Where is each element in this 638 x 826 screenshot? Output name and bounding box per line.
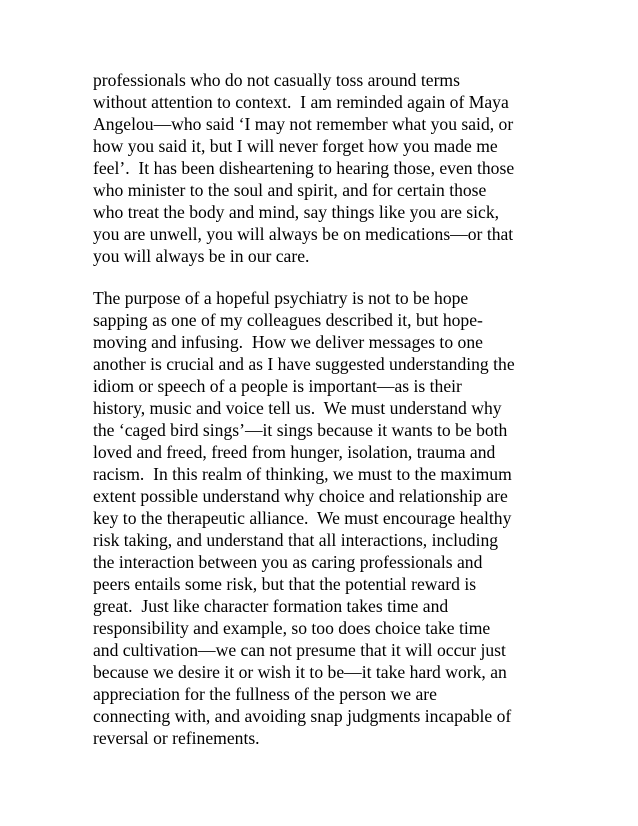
paragraph-2 [93, 287, 573, 749]
text-line: and cultivation—we can not presume that it will occur just [93, 640, 506, 660]
text-line: The purpose of a hopeful psychiatry is not to be hope [93, 288, 469, 308]
text-line: how you said it, but I will never forget how you made me [93, 136, 498, 156]
paragraph-1 [93, 69, 573, 267]
body-text [93, 69, 573, 749]
text-line: another is crucial and as I have suggested understanding the [93, 354, 515, 374]
text-line: responsibility and example, so too does choice take time [93, 618, 491, 638]
text-line: key to the therapeutic alliance. We must encourage healthy [93, 508, 512, 528]
text-line: the ‘caged bird sings’—it sings because it wants to be both [93, 420, 508, 440]
text-line: idiom or speech of a people is important—as is their [93, 376, 462, 396]
text-line: history, music and voice tell us. We must understand why [93, 398, 502, 418]
text-line: risk taking, and understand that all interactions, including [93, 530, 499, 550]
text-line: racism. In this realm of thinking, we must to the maximum [93, 464, 512, 484]
text-line: sapping as one of my colleagues described it, but hope- [93, 310, 483, 330]
text-line: reversal or refinements. [93, 728, 260, 748]
text-line: loved and freed, freed from hunger, isolation, trauma and [93, 442, 496, 462]
text-line: peers entails some risk, but that the potential reward is [93, 574, 477, 594]
text-line: because we desire it or wish it to be—it take hard work, an [93, 662, 507, 682]
text-line: moving and infusing. How we deliver messages to one [93, 332, 483, 352]
text-line: Angelou—who said ‘I may not remember what you said, or [93, 114, 514, 134]
text-line: great. Just like character formation takes time and [93, 596, 449, 616]
text-line: connecting with, and avoiding snap judgments incapable of [93, 706, 512, 726]
text-line: the interaction between you as caring professionals and [93, 552, 483, 572]
text-line: who minister to the soul and spirit, and for certain those [93, 180, 487, 200]
text-line: you are unwell, you will always be on medications—or that [93, 224, 514, 244]
text-line: who treat the body and mind, say things like you are sick, [93, 202, 500, 222]
text-line: you will always be in our care. [93, 246, 310, 266]
text-line: professionals who do not casually toss around terms [93, 70, 460, 90]
text-line: appreciation for the fullness of the person we are [93, 684, 437, 704]
text-line: feel’. It has been disheartening to hearing those, even those [93, 158, 515, 178]
text-line: without attention to context. I am reminded again of Maya [93, 92, 509, 112]
text-line: extent possible understand why choice and relationship are [93, 486, 508, 506]
